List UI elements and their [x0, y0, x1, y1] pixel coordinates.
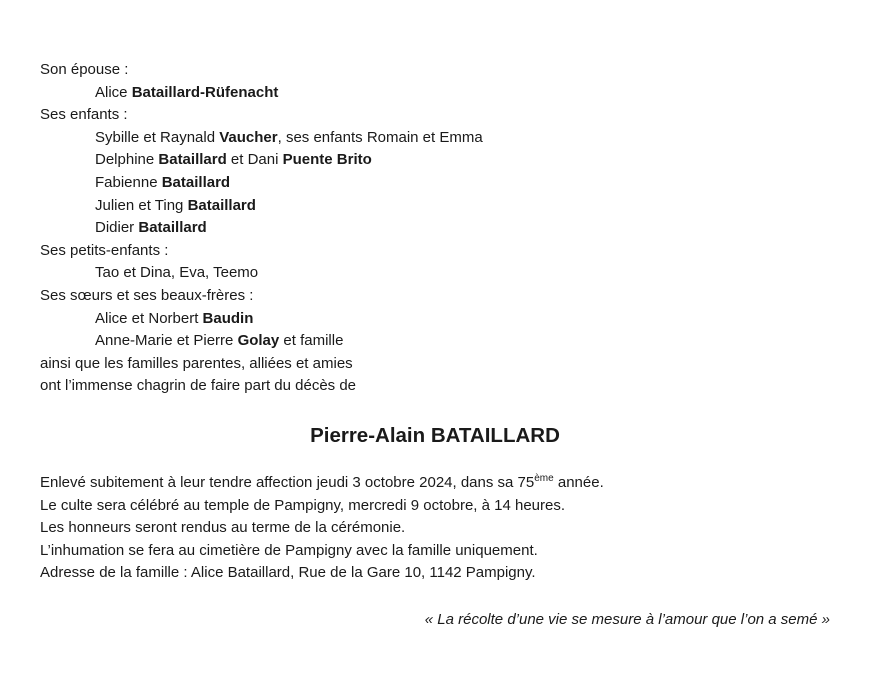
text-run: Les honneurs seront rendus au terme de la cérémonie.: [40, 519, 406, 537]
family-name-bold: Baudin: [202, 309, 254, 327]
text-run: Anne-Marie et Pierre: [95, 332, 238, 350]
text-line: [40, 308, 830, 331]
text-line: [40, 285, 830, 308]
text-line: [40, 127, 830, 150]
family-name-bold: Bataillard: [161, 173, 231, 191]
text-run: Ses petits-enfants :: [40, 241, 169, 259]
text-run: et Dani: [226, 151, 283, 169]
text-run: Julien et Ting: [95, 196, 188, 214]
text-line: [40, 149, 830, 172]
text-line: [40, 495, 830, 518]
text-run: ème: [534, 472, 554, 484]
text-line: [40, 59, 830, 82]
family-name-bold: Vaucher: [219, 128, 278, 146]
text-line: [40, 217, 830, 240]
text-run: et famille: [279, 332, 344, 350]
text-run: Le culte sera célébré au temple de Pampigny, mercredi 9 octobre, à 14 heures.: [40, 496, 566, 514]
text-line: [40, 517, 830, 540]
details-section: [40, 472, 830, 585]
text-run: ainsi que les familles parentes, alliées et amies: [40, 354, 353, 372]
text-line: [40, 472, 830, 495]
family-name-bold: Puente Brito: [282, 151, 372, 169]
memorial-quote: « La récolte d’une vie se mesure à l’amour que l’on a semé »: [424, 610, 830, 628]
text-run: Enlevé subitement à leur tendre affection jeudi 3 octobre 2024, dans sa 75: [40, 473, 535, 491]
text-run: Adresse de la famille : Alice Bataillard, Rue de la Gare 10, 1142 Pampigny.: [40, 564, 536, 582]
text-run: Ses enfants :: [40, 106, 128, 124]
text-run: ont l’immense chagrin de faire part du décès de: [40, 377, 357, 395]
text-run: Fabienne: [95, 173, 162, 191]
text-line: [40, 195, 830, 218]
family-name-bold: Bataillard: [158, 151, 227, 169]
text-run: Sybille et Raynald: [95, 128, 220, 146]
text-line: [40, 172, 830, 195]
family-name-bold: Bataillard-Rüfenacht: [131, 83, 279, 101]
text-run: année.: [553, 473, 604, 491]
family-name-bold: Bataillard: [187, 196, 256, 214]
text-line: [40, 353, 830, 376]
text-line: [40, 562, 830, 585]
text-line: [40, 82, 830, 105]
text-run: Delphine: [95, 151, 159, 169]
text-line: [40, 540, 830, 563]
family-name-bold: Bataillard: [138, 219, 207, 237]
text-run: Alice: [95, 83, 132, 101]
text-line: [40, 375, 830, 398]
text-run: L’inhumation se fera au cimetière de Pampigny avec la famille uniquement.: [40, 541, 538, 559]
text-run: Didier: [95, 219, 139, 237]
text-run: , ses enfants Romain et Emma: [277, 128, 483, 146]
text-line: [40, 240, 830, 263]
text-line: [40, 330, 830, 353]
deceased-name-title: Pierre-Alain BATAILLARD: [310, 423, 560, 447]
text-run: Alice et Norbert: [95, 309, 203, 327]
text-line: [40, 104, 830, 127]
text-line: [40, 262, 830, 285]
text-run: Son épouse :: [40, 61, 129, 78]
family-section: [40, 59, 830, 398]
text-run: Tao et Dina, Eva, Teemo: [95, 264, 259, 282]
family-name-bold: Golay: [237, 332, 280, 350]
text-run: Ses sœurs et ses beaux-frères :: [40, 286, 254, 304]
